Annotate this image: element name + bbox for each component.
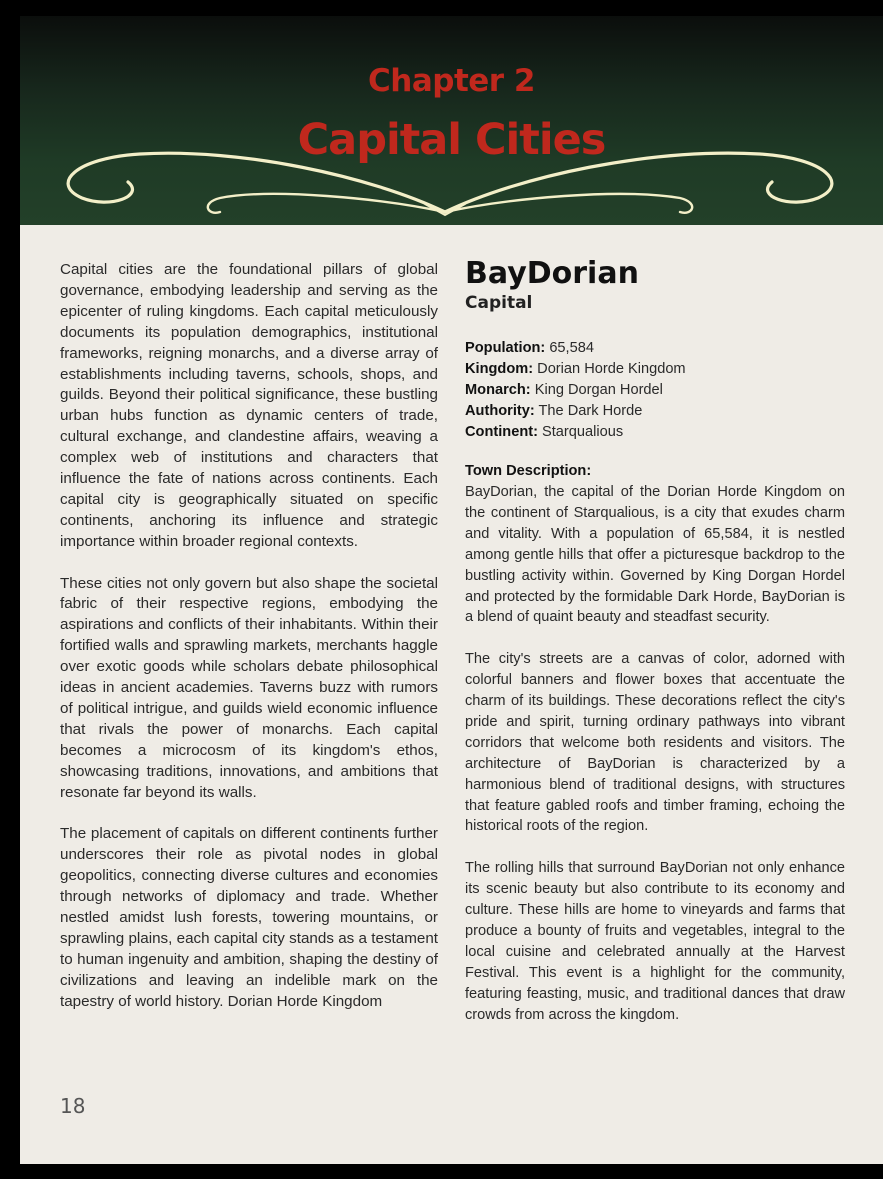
fact-value: The Dark Horde xyxy=(534,403,643,419)
fact-kingdom xyxy=(465,359,845,380)
city-name: BayDorian xyxy=(465,256,639,291)
intro-column xyxy=(60,260,438,1033)
intro-paragraph: These cities not only govern but also shape the societal fabric of their respective regions, embodying the aspirations and conflicts of their inhabitants. Within their fortified walls and sprawling markets, merchants haggle over exotic goods while scholars debate philosophical ideas in ancient academies. Taverns buzz with rumors of political intrigue, and guilds wield economic influence that rivals the power of monarchs. Each capital becomes a microcosm of its kingdom's ethos, showcasing traditions, innovations, and ambitions that resonate far beyond its walls. xyxy=(60,574,438,801)
chapter-title: Capital Cities xyxy=(297,115,606,165)
fact-value: Starqualious xyxy=(537,424,624,440)
description-paragraph: The city's streets are a canvas of color, adorned with colorful banners and flower boxes that accentuate the charm of its buildings. These decorations reflect the city's pride and spirit, turning ordinary pathways into vibrant corridors that welcome both residents and visitors. The architecture of BayDorian is characterized by a harmonious blend of traditional designs, with structures that feature gabled roofs and timber framing, echoing the historical roots of the region. xyxy=(465,651,845,835)
fact-label: Population: xyxy=(465,340,546,356)
fact-label: Authority: xyxy=(465,403,535,419)
fact-value: Dorian Horde Kingdom xyxy=(533,361,686,377)
intro-paragraph: Capital cities are the foundational pillars of global governance, embodying leadership and serving as the epicenter of ruling kingdoms. Each capital meticulously documents its population demographics, institutional frameworks, reigning monarchs, and a diverse array of establishments including taverns, schools, shops, and guilds. Beyond their political significance, these bustling urban hubs function as dynamic centers of trade, cultural exchange, and clandestine affairs, weaving a complex web of institutions and characters that influence the fate of nations across continents. Each capital city is geographically situated on specific continents, anchoring its influence and strategic importance within broader regional contexts. xyxy=(60,261,438,550)
chapter-number: Chapter 2 xyxy=(368,63,535,99)
fact-value: King Dorgan Hordel xyxy=(530,382,663,398)
city-facts xyxy=(465,338,845,443)
fact-label: Monarch: xyxy=(465,382,531,398)
book-page xyxy=(20,16,883,1164)
city-entry xyxy=(465,256,845,1046)
page-number: 18 xyxy=(60,1094,86,1118)
fact-value: 65,584 xyxy=(545,340,594,356)
description-heading: Town Description: xyxy=(465,463,592,479)
fact-authority xyxy=(465,401,845,422)
city-type: Capital xyxy=(465,293,533,313)
description-paragraph: BayDorian, the capital of the Dorian Horde Kingdom on the continent of Starqualious, is a city that exudes charm and vitality. With a population of 65,584, it is nestled among gentle hills that offer a picturesque backdrop to the bustling activity within. Governed by King Dorgan Hordel and protected by the formidable Dark Horde, BayDorian is a blend of quaint beauty and steadfast security. xyxy=(465,484,845,626)
description-paragraph: The rolling hills that surround BayDorian not only enhance its scenic beauty but also contribute to its economy and culture. These hills are home to vineyards and farms that produce a bounty of fruits and vegetables, integral to the local cuisine and celebrated annually at the Harvest Festival. This event is a highlight for the community, featuring feasting, music, and traditional dances that draw crowds from across the kingdom. xyxy=(465,860,845,1023)
fact-label: Continent: xyxy=(465,424,538,440)
fact-continent xyxy=(465,422,845,443)
intro-paragraph: The placement of capitals on different continents further underscores their role as pivotal nodes in global geopolitics, connecting diverse cultures and economies through networks of diplomacy and trade. Whether nestled amidst lush forests, towering mountains, or sprawling plains, each capital city stands as a testament to human ingenuity and ambition, shaping the destiny of civilizations and leaving an indelible mark on the tapestry of world history. Dorian Horde Kingdom xyxy=(60,825,438,1010)
chapter-banner xyxy=(20,16,883,225)
fact-population xyxy=(465,338,845,359)
fact-label: Kingdom: xyxy=(465,361,534,377)
fact-monarch xyxy=(465,380,845,401)
